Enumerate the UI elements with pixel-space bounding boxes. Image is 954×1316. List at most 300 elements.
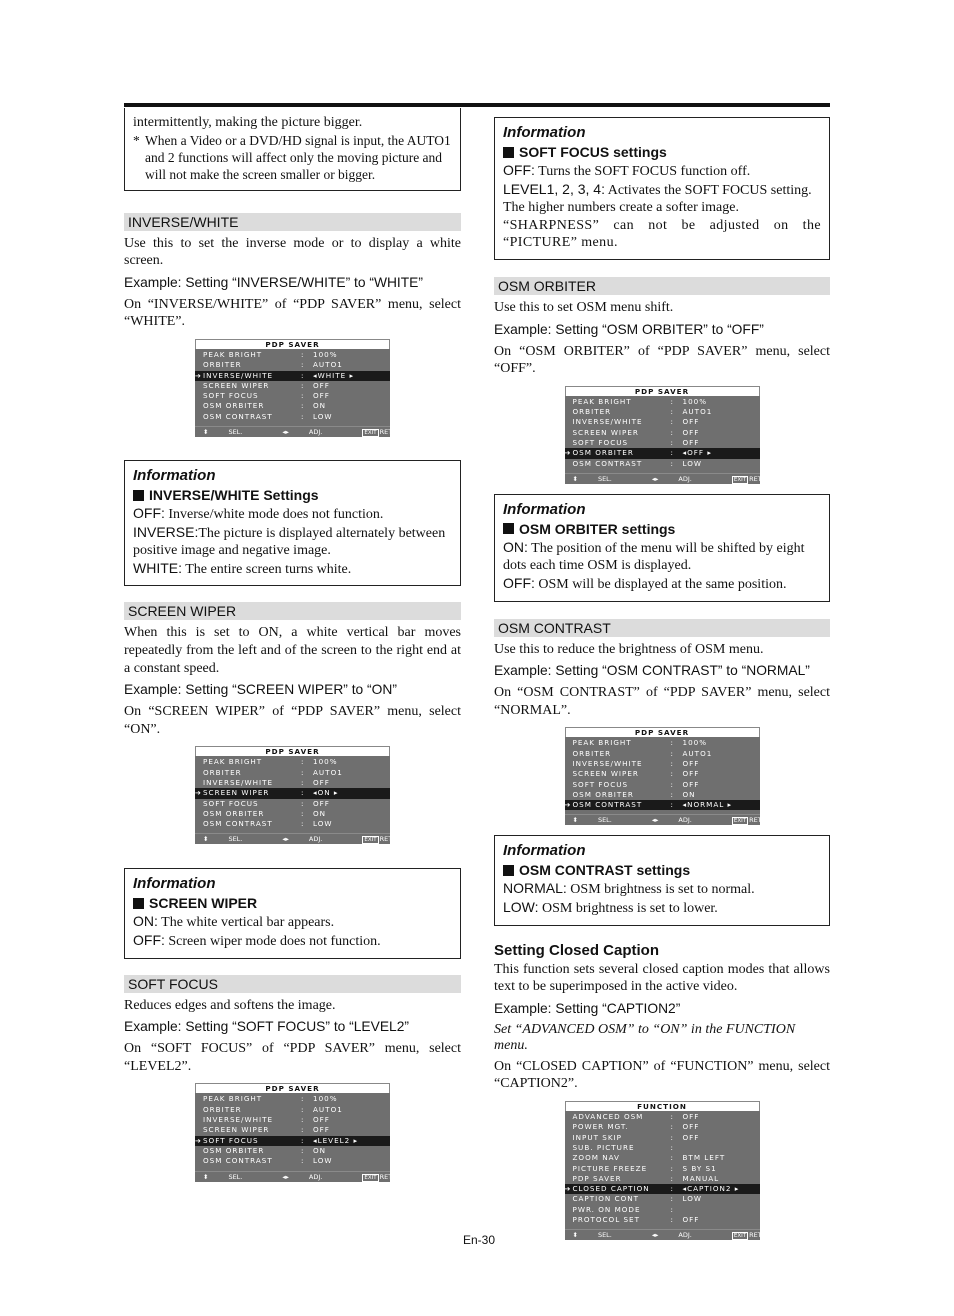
- closed-caption-heading: Setting Closed Caption: [494, 941, 659, 959]
- osd-row-label: INPUT SKIP: [572, 1132, 622, 1142]
- osd-row-value: 100%: [313, 349, 338, 359]
- osd-row-label: INVERSE/WHITE: [572, 417, 643, 427]
- osd-row-selected[interactable]: [565, 448, 760, 458]
- osd-colon: :: [670, 1132, 674, 1142]
- osd-colon: :: [301, 1104, 305, 1114]
- contrast-desc: Use this to reduce the brightness of OSM menu.: [494, 641, 764, 657]
- osd-row-value: AUTO1: [682, 748, 713, 758]
- osd-row[interactable]: [195, 819, 390, 829]
- osd-row-value: OFF: [682, 1122, 700, 1132]
- osd-body: [195, 756, 390, 833]
- exit-key-icon: EXIT: [364, 1174, 377, 1181]
- osd-colon: :: [670, 1215, 674, 1224]
- sel-hint: ⬍ SEL.: [203, 428, 243, 437]
- osd-row[interactable]: [195, 350, 390, 360]
- osd-row-label: SCREEN WIPER: [203, 1125, 270, 1135]
- osd-colon: :: [301, 767, 305, 777]
- osd-row-label: PEAK BRIGHT: [572, 396, 632, 406]
- osd-row-value: OFF: [313, 798, 330, 808]
- osd-row-label: OSM CONTRAST: [203, 1156, 273, 1166]
- section-title-contrast: OSM CONTRAST: [494, 619, 830, 637]
- info-item: ON: The white vertical bar appears.: [133, 913, 335, 931]
- up-down-icon: ⬍: [203, 428, 209, 437]
- return-hint: EXIT RETURN: [364, 1172, 407, 1181]
- osd-row[interactable]: [565, 759, 760, 769]
- osd-colon: :: [301, 1145, 305, 1155]
- osd-colon: :: [670, 1184, 674, 1194]
- osd-row-value: ◂CAPTION2 ▸: [682, 1184, 740, 1194]
- osd-row-value: OFF: [682, 417, 700, 427]
- osd-row-label: SOFT FOCUS: [203, 1135, 259, 1145]
- osd-colon: :: [670, 769, 674, 779]
- up-down-icon: ⬍: [203, 1172, 209, 1181]
- section-title-wiper: SCREEN WIPER: [124, 602, 461, 620]
- osd-row-value: OFF: [313, 777, 330, 787]
- osd-row-value: ON: [682, 789, 696, 799]
- osd-row[interactable]: [565, 428, 760, 438]
- osd-colon: :: [670, 427, 674, 437]
- sel-hint: ⬍ SEL.: [572, 1231, 612, 1240]
- osd-row[interactable]: [565, 1133, 760, 1143]
- contrast-example: Example: Setting “OSM CONTRAST” to “NORMAL”: [494, 663, 810, 679]
- intro-line: intermittently, making the picture bigger.: [133, 115, 363, 130]
- osd-row-label: ORBITER: [203, 1104, 242, 1114]
- up-down-icon: ⬍: [572, 474, 578, 483]
- osd-row[interactable]: [565, 1205, 760, 1215]
- osd-row-value: AUTO1: [313, 767, 343, 777]
- osd-colon: :: [670, 1112, 674, 1122]
- osd-row-value: OFF: [313, 1125, 330, 1135]
- continued-note-box: [124, 108, 461, 191]
- osd-footer: [565, 473, 776, 484]
- pointer-arrow-icon: ➔: [195, 1136, 202, 1145]
- osd-row-value: OFF: [682, 1132, 700, 1142]
- exit-key-icon: EXIT: [733, 476, 747, 483]
- adj-hint: ◂▸ ADJ.: [282, 428, 323, 437]
- pointer-arrow-icon: ➔: [564, 1185, 572, 1194]
- osd-body: [565, 737, 760, 814]
- return-hint: EXIT RETURN: [733, 816, 776, 825]
- osd-row-value: LOW: [313, 411, 333, 421]
- osd-row-selected[interactable]: [565, 1184, 760, 1194]
- page-number: En-30: [463, 1233, 496, 1247]
- osd-row-value: MANUAL: [682, 1173, 720, 1183]
- osd-colon: :: [670, 448, 674, 458]
- info-heading: Information: [503, 124, 586, 141]
- osd-row-label: SOFT FOCUS: [203, 391, 259, 401]
- sel-hint: ⬍ SEL.: [203, 1172, 243, 1181]
- osd-row-value: OFF: [682, 769, 700, 779]
- osd-title: PDP SAVER: [195, 1083, 390, 1093]
- osd-menu-orbiter: [564, 386, 776, 484]
- osd-colon: :: [301, 777, 305, 787]
- sel-hint: ⬍ SEL.: [572, 474, 612, 483]
- osd-colon: :: [301, 757, 305, 767]
- osd-row[interactable]: [565, 1164, 760, 1174]
- osd-row-label: PDP SAVER: [572, 1173, 622, 1183]
- exit-key-icon: EXIT: [733, 818, 747, 825]
- osd-row-label: PEAK BRIGHT: [203, 349, 263, 359]
- adj-hint: ◂▸ ADJ.: [282, 835, 323, 844]
- osd-colon: :: [670, 458, 674, 468]
- exit-key-icon: EXIT: [364, 430, 377, 437]
- osd-row[interactable]: [195, 401, 390, 411]
- pointer-arrow-icon: ➔: [564, 449, 572, 458]
- info-subheading: OSM CONTRAST settings: [503, 862, 821, 878]
- section-title-orbiter: OSM ORBITER: [494, 277, 830, 295]
- osd-body: [565, 1111, 760, 1229]
- osd-row[interactable]: [195, 1094, 390, 1104]
- osd-row-value: S BY S1: [682, 1163, 717, 1173]
- osd-row[interactable]: [195, 768, 390, 778]
- osd-row[interactable]: [565, 790, 760, 800]
- osd-colon: :: [301, 1156, 305, 1166]
- osd-row[interactable]: [565, 417, 760, 427]
- osd-row-value: 100%: [313, 1094, 338, 1104]
- osd-row-label: ZOOM NAV: [572, 1153, 620, 1163]
- osd-footer: [565, 1229, 776, 1240]
- wiper-desc: When this is set to ON, a white vertical bar moves repeatedly from the left and of the screen to the right end at a constant speed.: [124, 625, 461, 676]
- osd-row-value: LOW: [682, 458, 703, 468]
- osd-row-label: OSM ORBITER: [203, 1145, 265, 1155]
- osd-row-value: 100%: [682, 738, 708, 748]
- osd-colon: :: [670, 1173, 674, 1183]
- inverse-instr: On “INVERSE/WHITE” of “PDP SAVER” menu, select “WHITE”.: [124, 296, 461, 330]
- info-box-orbiter: [494, 494, 830, 602]
- osd-title: FUNCTION: [565, 1101, 760, 1111]
- osd-body: [195, 349, 390, 426]
- osd-row-label: CAPTION CONT: [572, 1194, 640, 1204]
- osd-menu-soft: [195, 1083, 407, 1181]
- soft-example: Example: Setting “SOFT FOCUS” to “LEVEL2”: [124, 1019, 409, 1035]
- soft-desc: Reduces edges and softens the image.: [124, 997, 336, 1013]
- info-item: OFF: Screen wiper mode does not function.: [133, 932, 381, 950]
- right-column: [494, 117, 830, 1240]
- inverse-example: Example: Setting “INVERSE/WHITE” to “WHITE”: [124, 274, 423, 290]
- info-subheading: OSM ORBITER settings: [503, 521, 821, 537]
- osd-row[interactable]: [565, 1112, 760, 1122]
- osd-title: PDP SAVER: [565, 727, 760, 737]
- osd-row[interactable]: [195, 1125, 390, 1135]
- osd-row[interactable]: [565, 1215, 760, 1225]
- info-item: OFF: Turns the SOFT FOCUS function off.: [503, 162, 751, 179]
- return-hint: EXIT RETURN: [733, 474, 776, 483]
- osd-colon: :: [670, 789, 674, 799]
- osd-colon: :: [301, 808, 305, 818]
- osd-colon: :: [301, 360, 305, 370]
- osd-row-value: ON: [313, 808, 327, 818]
- asterisk-note: * When a Video or a DVD/HD signal is input, the AUTO1 and 2 functions will affect only the moving picture and will not make the screen smaller or bigger.: [133, 132, 451, 182]
- info-item: NORMAL: OSM brightness is set to normal.: [503, 880, 755, 898]
- osd-row-value: OFF: [313, 391, 330, 401]
- osd-colon: :: [670, 738, 674, 748]
- osd-row[interactable]: [565, 459, 760, 469]
- osd-row[interactable]: [565, 769, 760, 779]
- osd-menu-contrast: [564, 727, 776, 825]
- osd-row-label: OSM CONTRAST: [203, 411, 273, 421]
- osd-row[interactable]: [195, 809, 390, 819]
- osd-row-value: OFF: [682, 779, 700, 789]
- osd-colon: :: [670, 417, 674, 427]
- osd-row-label: SOFT FOCUS: [572, 779, 629, 789]
- osd-footer: [195, 426, 407, 437]
- osd-row-value: OFF: [682, 1112, 700, 1122]
- osd-row-label: OSM CONTRAST: [572, 800, 643, 810]
- osd-colon: :: [670, 437, 674, 447]
- osd-row[interactable]: [565, 407, 760, 417]
- osd-row-value: AUTO1: [313, 360, 343, 370]
- info-heading: Information: [503, 500, 586, 518]
- info-subheading: INVERSE/WHITE Settings: [133, 487, 452, 503]
- info-item: INVERSE:The picture is displayed alternately between positive image and negative image.: [133, 523, 446, 559]
- square-bullet-icon: [503, 147, 514, 158]
- top-rule: [124, 103, 830, 107]
- square-bullet-icon: [133, 898, 144, 909]
- up-down-icon: ⬍: [572, 1231, 578, 1240]
- osd-colon: :: [301, 370, 305, 380]
- osd-row-label: INVERSE/WHITE: [203, 1115, 274, 1125]
- osd-row[interactable]: [195, 778, 390, 788]
- left-right-icon: ◂▸: [651, 1231, 659, 1240]
- caption-instr: On “CLOSED CAPTION” of “FUNCTION” menu, select “CAPTION2”.: [494, 1058, 830, 1092]
- osd-row-label: OSM ORBITER: [203, 401, 265, 411]
- asterisk-icon: *: [133, 132, 140, 148]
- osd-colon: :: [301, 401, 305, 411]
- osd-row-label: PWR. ON MODE: [572, 1204, 641, 1214]
- osd-row-value: ◂NORMAL ▸: [682, 800, 733, 810]
- osd-colon: :: [670, 1142, 674, 1152]
- info-subheading: SCREEN WIPER: [133, 895, 452, 911]
- osd-row[interactable]: [565, 1122, 760, 1132]
- osd-row-value: ◂WHITE ▸: [313, 370, 355, 380]
- contrast-instr: On “OSM CONTRAST” of “PDP SAVER” menu, select “NORMAL”.: [494, 685, 830, 718]
- left-right-icon: ◂▸: [282, 835, 289, 844]
- info-box-inverse: [124, 460, 461, 586]
- osd-colon: :: [670, 396, 674, 406]
- pointer-arrow-icon: ➔: [195, 789, 202, 798]
- osd-row-value: ON: [313, 401, 327, 411]
- osd-body: [565, 396, 760, 473]
- osd-footer: [195, 1171, 407, 1182]
- square-bullet-icon: [133, 490, 144, 501]
- osd-title: PDP SAVER: [195, 339, 390, 349]
- osd-row-value: OFF: [682, 427, 700, 437]
- info-heading: Information: [133, 467, 216, 485]
- info-box-contrast: [494, 835, 830, 925]
- osd-row-label: OSM ORBITER: [572, 789, 634, 799]
- osd-row-label: OSM ORBITER: [572, 448, 634, 458]
- osd-row-label: PICTURE FREEZE: [572, 1163, 648, 1173]
- pointer-arrow-icon: ➔: [564, 801, 572, 810]
- osd-row-label: SCREEN WIPER: [572, 427, 639, 437]
- osd-colon: :: [301, 1135, 305, 1145]
- osd-title: PDP SAVER: [195, 746, 390, 756]
- orbiter-instr: On “OSM ORBITER” of “PDP SAVER” menu, select “OFF”.: [494, 343, 830, 377]
- osd-row[interactable]: [565, 1143, 760, 1153]
- osd-row[interactable]: [565, 780, 760, 790]
- osd-row-label: SUB. PICTURE: [572, 1142, 635, 1152]
- adj-hint: ◂▸ ADJ.: [651, 816, 692, 825]
- section-title-inverse: INVERSE/WHITE: [124, 213, 461, 231]
- osd-colon: :: [670, 1163, 674, 1173]
- osd-menu-wiper: [195, 746, 407, 844]
- info-item: WHITE: The entire screen turns white.: [133, 559, 352, 577]
- osd-row-value: OFF: [313, 1115, 330, 1125]
- caption-desc: This function sets several closed caption modes that allows text to be superimposed in the active video.: [494, 961, 830, 995]
- osd-row-label: OSM ORBITER: [203, 808, 265, 818]
- osd-row[interactable]: [565, 397, 760, 407]
- caption-example: Example: Setting “CAPTION2”: [494, 1000, 681, 1016]
- osd-colon: :: [670, 1194, 674, 1204]
- left-right-icon: ◂▸: [282, 1172, 289, 1181]
- osd-row[interactable]: [195, 1146, 390, 1156]
- osd-row-label: POWER MGT.: [572, 1122, 629, 1132]
- osd-row[interactable]: [195, 360, 390, 370]
- osd-row-selected[interactable]: [565, 800, 760, 810]
- osd-row[interactable]: [195, 1115, 390, 1125]
- osd-row[interactable]: [565, 738, 760, 748]
- osd-menu-function: [564, 1101, 776, 1240]
- osd-row-label: PEAK BRIGHT: [572, 738, 632, 748]
- adj-hint: ◂▸ ADJ.: [651, 1231, 692, 1240]
- osd-row-value: OFF: [682, 437, 700, 447]
- osd-row-value: ◂ON ▸: [313, 788, 339, 798]
- osd-colon: :: [301, 798, 305, 808]
- osd-colon: :: [670, 758, 674, 768]
- osd-row-value: [683, 1143, 760, 1153]
- osd-colon: :: [301, 411, 305, 421]
- osd-row-selected[interactable]: [195, 371, 390, 381]
- osd-row-value: AUTO1: [682, 407, 713, 417]
- osd-colon: :: [670, 748, 674, 758]
- osd-colon: :: [301, 819, 305, 829]
- orbiter-example: Example: Setting “OSM ORBITER” to “OFF”: [494, 321, 764, 337]
- left-right-icon: ◂▸: [651, 816, 659, 825]
- soft-instr: On “SOFT FOCUS” of “PDP SAVER” menu, select “LEVEL2”.: [124, 1041, 461, 1074]
- osd-row[interactable]: [565, 438, 760, 448]
- osd-row-label: SOFT FOCUS: [572, 437, 629, 447]
- return-hint: EXIT RETURN: [733, 1231, 776, 1240]
- section-title-soft: SOFT FOCUS: [124, 975, 461, 993]
- wiper-instr: On “SCREEN WIPER” of “PDP SAVER” menu, select “ON”.: [124, 704, 461, 737]
- osd-row-value: OFF: [682, 1215, 700, 1224]
- osd-row-value: ◂LEVEL2 ▸: [313, 1135, 359, 1145]
- osd-row-label: ORBITER: [203, 360, 242, 370]
- osd-row[interactable]: [195, 1105, 390, 1115]
- adj-hint: ◂▸ ADJ.: [282, 1172, 323, 1181]
- osd-row-value: 100%: [682, 396, 708, 406]
- square-bullet-icon: [503, 523, 514, 534]
- osd-row-value: OFF: [682, 758, 700, 768]
- exit-key-icon: EXIT: [733, 1233, 747, 1240]
- return-hint: EXIT RETURN: [364, 835, 407, 844]
- info-box-wiper: [124, 868, 461, 958]
- info-box-soft-focus: [494, 117, 830, 260]
- left-column: [124, 108, 461, 1182]
- left-right-icon: ◂▸: [651, 474, 659, 483]
- osd-row-value: AUTO1: [313, 1104, 343, 1114]
- osd-colon: :: [301, 1115, 305, 1125]
- osd-row[interactable]: [195, 799, 390, 809]
- osd-row-value: OFF: [313, 380, 330, 390]
- osd-footer: [565, 814, 776, 825]
- osd-row-selected[interactable]: [195, 1136, 390, 1146]
- osd-row-label: PROTOCOL SET: [572, 1215, 640, 1224]
- osd-body: [195, 1093, 390, 1170]
- left-right-icon: ◂▸: [282, 428, 289, 437]
- sel-hint: ⬍ SEL.: [203, 835, 243, 844]
- osd-row-value: LOW: [313, 819, 333, 829]
- osd-colon: :: [301, 1094, 305, 1104]
- osd-row-value: BTM LEFT: [682, 1153, 726, 1163]
- osd-row[interactable]: [195, 381, 390, 391]
- info-item: OFF: Inverse/white mode does not function.: [133, 505, 384, 523]
- osd-row-label: OSM CONTRAST: [572, 458, 643, 468]
- osd-row-label: OSM CONTRAST: [203, 819, 273, 829]
- osd-row-label: SCREEN WIPER: [203, 788, 270, 798]
- osd-colon: :: [670, 779, 674, 789]
- osd-row[interactable]: [565, 1194, 760, 1204]
- square-bullet-icon: [503, 865, 514, 876]
- osd-row[interactable]: [565, 1174, 760, 1184]
- osd-row[interactable]: [195, 391, 390, 401]
- osd-row[interactable]: [565, 1153, 760, 1163]
- osd-colon: :: [670, 1204, 674, 1214]
- osd-colon: :: [670, 407, 674, 417]
- osd-footer: [195, 833, 407, 844]
- pointer-arrow-icon: ➔: [195, 371, 202, 380]
- osd-colon: :: [301, 380, 305, 390]
- info-subheading: SOFT FOCUS settings: [503, 144, 821, 160]
- adj-hint: ◂▸ ADJ.: [651, 474, 692, 483]
- osd-row[interactable]: [565, 749, 760, 759]
- osd-menu-inverse: [195, 339, 407, 437]
- osd-row-label: SOFT FOCUS: [203, 798, 259, 808]
- osd-colon: :: [301, 391, 305, 401]
- wiper-example: Example: Setting “SCREEN WIPER” to “ON”: [124, 682, 397, 698]
- osd-row-selected[interactable]: [195, 788, 390, 798]
- osd-row-label: CLOSED CAPTION: [572, 1184, 650, 1194]
- osd-title: PDP SAVER: [565, 386, 760, 396]
- osd-row-value: [683, 1205, 760, 1215]
- osd-row-value: 100%: [313, 757, 338, 767]
- info-item: LOW: OSM brightness is set to lower.: [503, 899, 718, 917]
- osd-row-label: ORBITER: [572, 748, 612, 758]
- osd-row-label: ORBITER: [572, 407, 612, 417]
- info-item: OFF: OSM will be displayed at the same position.: [503, 575, 787, 593]
- osd-row[interactable]: [195, 412, 390, 422]
- exit-key-icon: EXIT: [364, 837, 377, 844]
- osd-row-label: PEAK BRIGHT: [203, 757, 263, 767]
- osd-colon: :: [301, 349, 305, 359]
- osd-row-label: ORBITER: [203, 767, 242, 777]
- osd-row-label: INVERSE/WHITE: [203, 777, 274, 787]
- osd-colon: :: [301, 1125, 305, 1135]
- orbiter-desc: Use this to set OSM menu shift.: [494, 299, 674, 315]
- osd-row-label: ADVANCED OSM: [572, 1112, 644, 1122]
- return-hint: EXIT RETURN: [364, 428, 407, 437]
- info-note: “SHARPNESS” can not be adjusted on the “PICTURE” menu.: [503, 217, 821, 251]
- osd-row-value: LOW: [682, 1194, 703, 1204]
- info-heading: Information: [133, 875, 216, 893]
- sel-hint: ⬍ SEL.: [572, 816, 612, 825]
- info-heading: Information: [503, 842, 586, 860]
- osd-row[interactable]: [195, 757, 390, 767]
- caption-note: Set “ADVANCED OSM” to “ON” in the FUNCTION menu.: [494, 1021, 796, 1053]
- up-down-icon: ⬍: [203, 835, 209, 844]
- osd-row[interactable]: [195, 1156, 390, 1166]
- osd-colon: :: [670, 1153, 674, 1163]
